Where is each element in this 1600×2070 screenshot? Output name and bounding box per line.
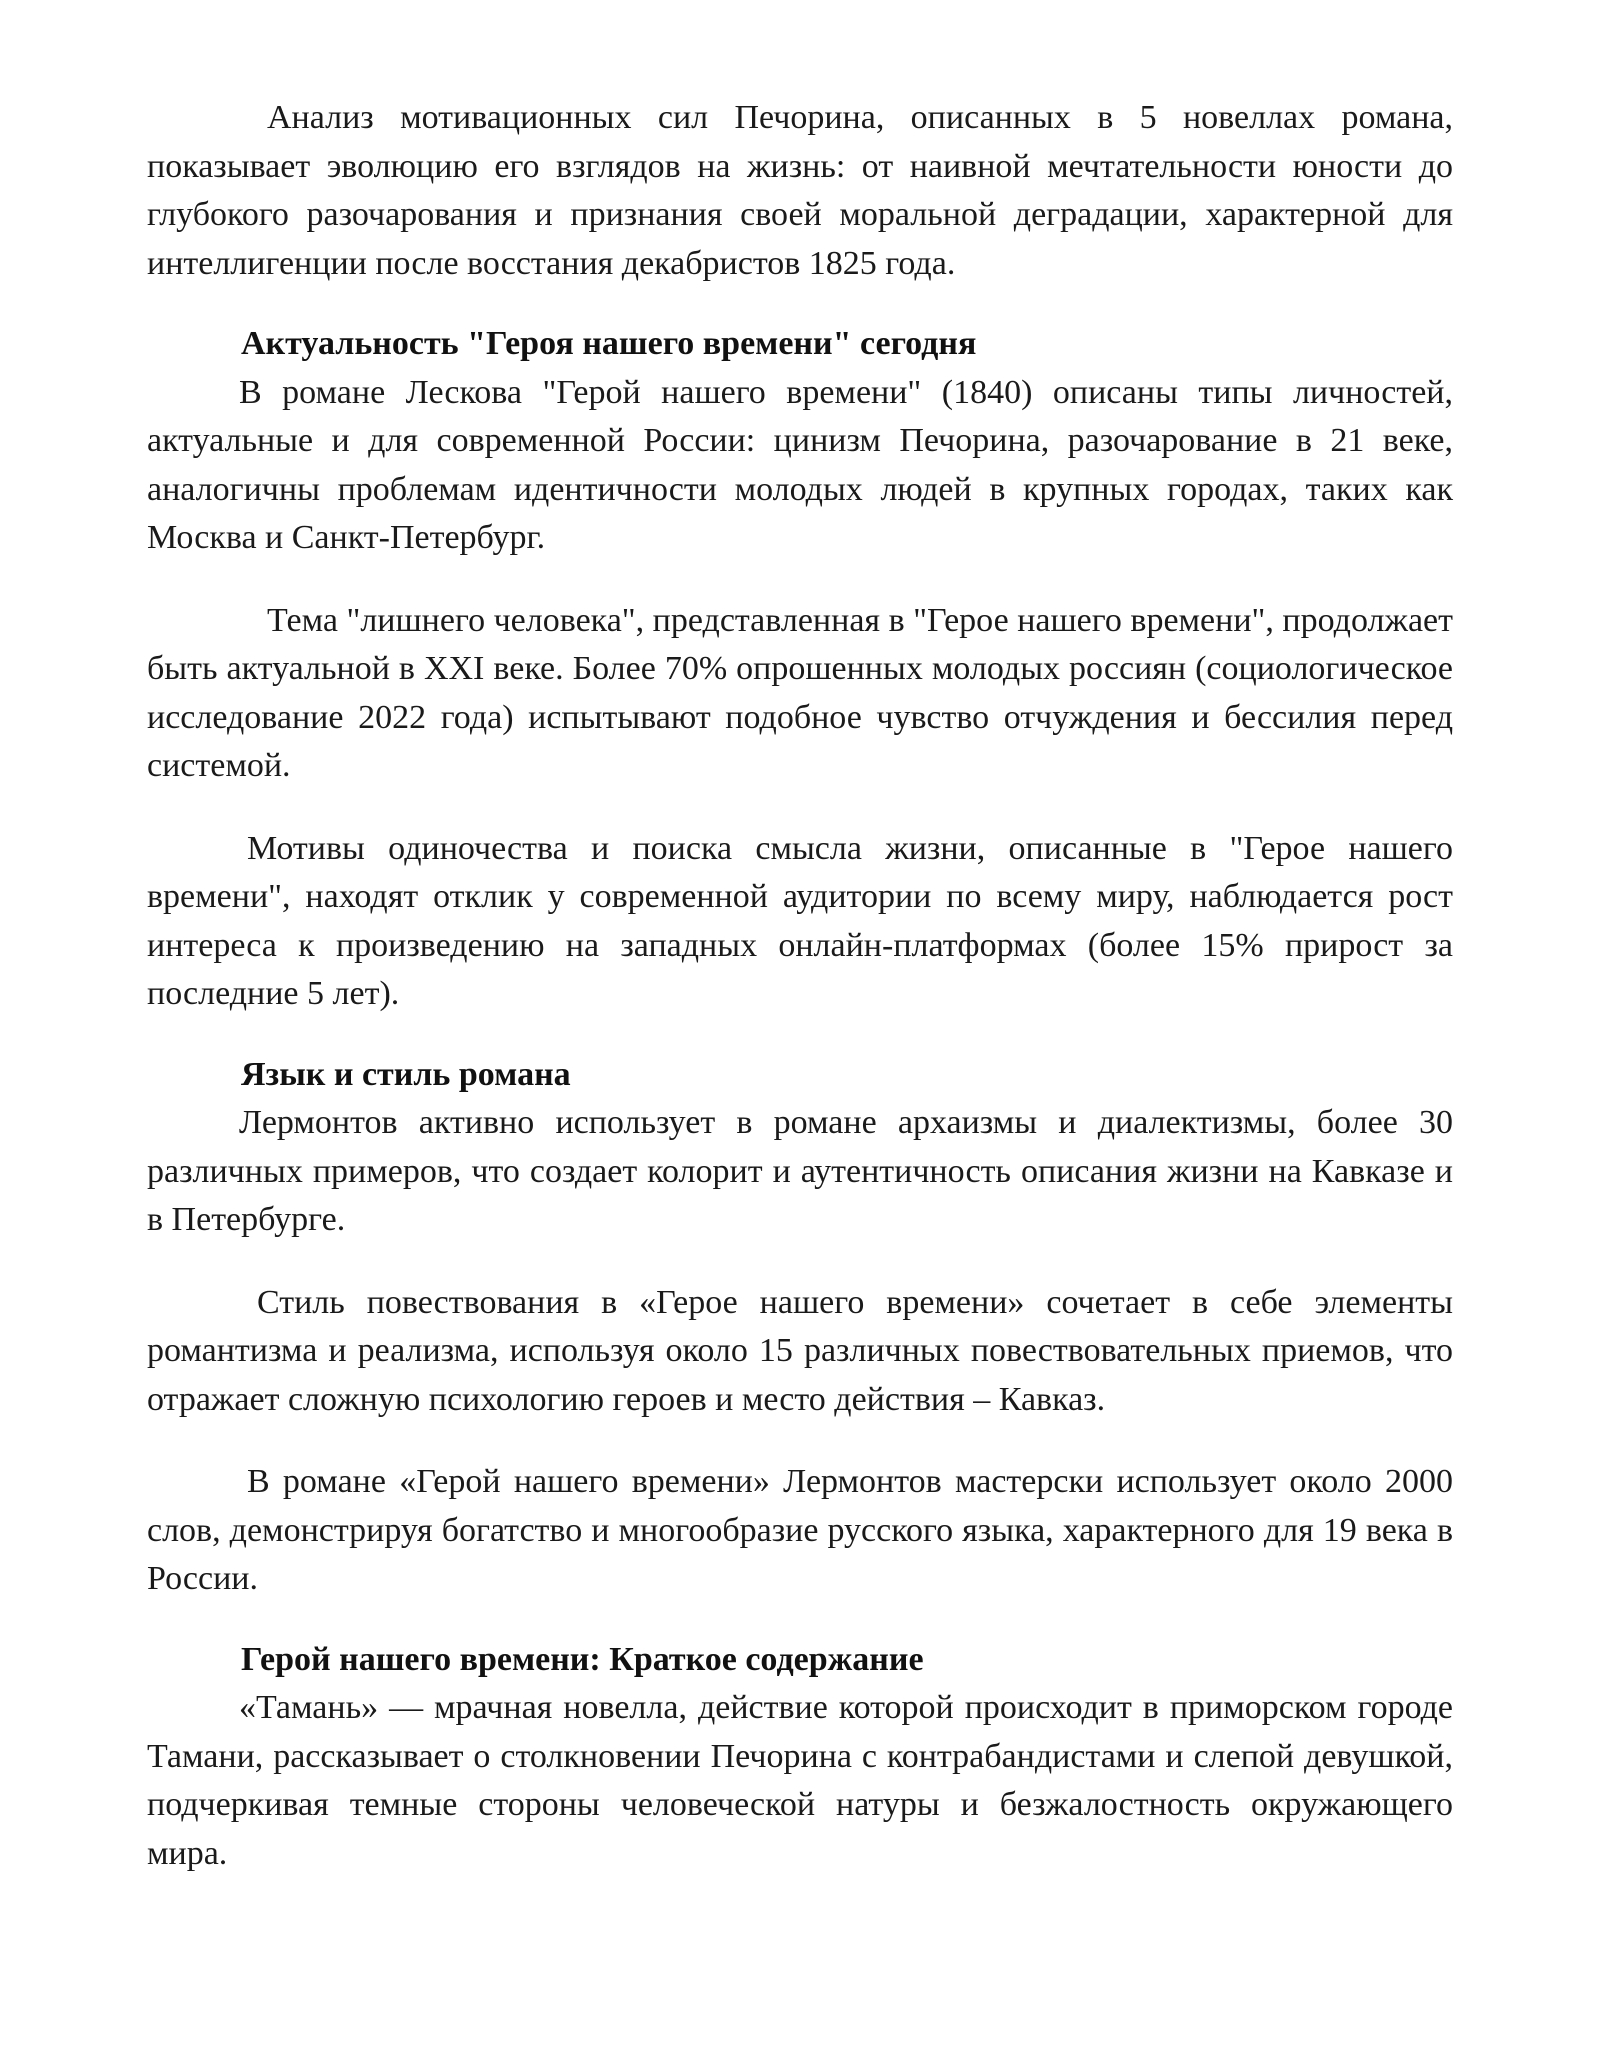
heading-language: Язык и стиль романа	[241, 1055, 571, 1093]
spacer	[147, 1604, 1453, 1636]
spacer	[147, 1245, 1453, 1279]
spacer	[147, 791, 1453, 825]
paragraph-language-3: В романе «Герой нашего времени» Лермонтов мастерски использует около 2000 слов, демонстрируя богатство и многообразие русского языка, характерного для 19 века в России.	[147, 1463, 1453, 1597]
paragraph-relevance-2: Тема "лишнего человека", представленная в "Герое нашего времени", продолжает быть актуальной в XXI веке. Более 70% опрошенных молодых россиян (социологическое исследование 2022 года) испытывают подобное чувство отчуждения и бессилия перед системой.	[147, 601, 1453, 784]
heading-summary: Герой нашего времени: Краткое содержание	[241, 1640, 924, 1678]
paragraph-relevance-3: Мотивы одиночества и поиска смысла жизни, описанные в "Герое нашего времени", находят отклик у современной аудитории по всему миру, наблюдается рост интереса к произведению на западных онлайн-платформах (более 15% прирост за последние 5 лет).	[147, 829, 1453, 1012]
heading-relevance: Актуальность "Героя нашего времени" сегодня	[241, 325, 977, 362]
spacer	[147, 563, 1453, 597]
paragraph-language-1: Лермонтов активно использует в романе архаизмы и диалектизмы, более 30 различных примеров, что создает колорит и аутентичность описания жизни на Кавказе и в Петербурге.	[147, 1104, 1453, 1238]
paragraph-language-2: Стиль повествования в «Герое нашего времени» сочетает в себе элементы романтизма и реализма, используя около 15 различных повествовательных приемов, что отражает сложную психологию героев и место действия – Кавказ.	[147, 1283, 1453, 1418]
paragraph-intro: Анализ мотивационных сил Печорина, описанных в 5 новеллах романа, показывает эволюцию его взглядов на жизнь: от наивной мечтательности юности до глубокого разочарования и признания своей моральной деградации, характерной для интеллигенции после восстания декабристов 1825 года.	[147, 99, 1453, 282]
paragraph-summary-1: «Тамань» — мрачная новелла, действие которой происходит в приморском городе Тамани, рассказывает о столкновении Печорина с контрабандистами и слепой девушкой, подчеркивая темные стороны человеческой натуры и безжалостность окружающего мира.	[147, 1689, 1453, 1872]
document-page	[147, 94, 1453, 1878]
spacer	[147, 1019, 1453, 1051]
spacer	[147, 288, 1453, 320]
spacer	[147, 1424, 1453, 1458]
paragraph-relevance-1: В романе Лескова "Герой нашего времени" (1840) описаны типы личностей, актуальные и для современной России: цинизм Печорина, разочарование в 21 веке, аналогичны проблемам идентичности молодых людей в крупных городах, таких как Москва и Санкт-Петербург.	[147, 373, 1453, 556]
